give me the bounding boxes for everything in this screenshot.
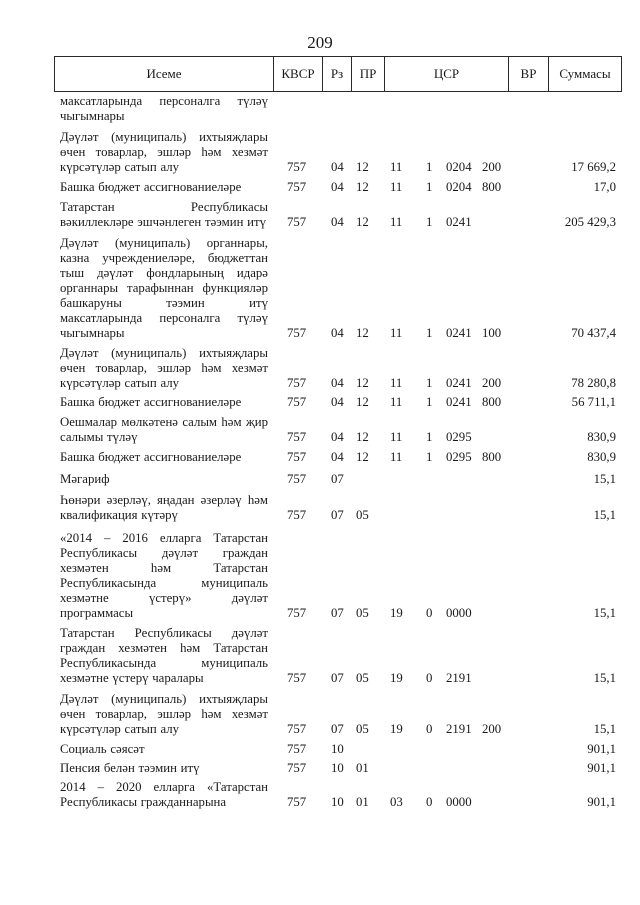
page-number: 209 — [307, 33, 333, 52]
row-c3: 0241 — [446, 215, 472, 229]
row-kvsr: 757 — [287, 430, 307, 444]
header-csr: ЦСР — [385, 57, 509, 92]
row-pr: 05 — [356, 671, 369, 685]
row-pr: 12 — [356, 430, 369, 444]
row-rz: 04 — [331, 450, 344, 464]
row-pr: 01 — [356, 795, 369, 809]
table-row — [54, 415, 621, 445]
row-c1: 11 — [390, 376, 403, 390]
row-name: Дәүләт (муниципаль) ихтыяҗлары өчен товарлар, эшләр һәм хезмәт күрсәтүләр сатып алу — [60, 346, 268, 390]
row-c1: 11 — [390, 180, 403, 194]
row-kvsr: 757 — [287, 761, 307, 775]
row-c2: 1 — [426, 326, 433, 340]
row-sum: 901,1 — [587, 795, 616, 809]
table-row — [54, 472, 621, 487]
row-vr: 800 — [482, 180, 502, 194]
row-name: максатларында персоналга түләү чыгымнары — [60, 94, 268, 123]
row-sum: 78 280,8 — [571, 376, 616, 390]
row-rz: 10 — [331, 761, 344, 775]
row-c3: 0204 — [446, 160, 472, 174]
row-rz: 04 — [331, 376, 344, 390]
row-sum: 15,1 — [593, 606, 616, 620]
row-c3: 0241 — [446, 326, 472, 340]
row-rz: 04 — [331, 430, 344, 444]
row-vr: 800 — [482, 450, 502, 464]
table-row — [54, 626, 621, 686]
table-row — [54, 200, 621, 230]
row-c1: 11 — [390, 450, 403, 464]
table-row — [54, 780, 621, 810]
row-rz: 04 — [331, 326, 344, 340]
row-sum: 17 669,2 — [571, 160, 616, 174]
row-kvsr: 757 — [287, 395, 307, 409]
row-c1: 19 — [390, 671, 403, 685]
row-vr: 200 — [482, 376, 502, 390]
row-c2: 1 — [426, 376, 433, 390]
table-header — [54, 56, 622, 92]
row-c2: 0 — [426, 722, 433, 736]
row-c1: 19 — [390, 606, 403, 620]
row-pr: 12 — [356, 160, 369, 174]
row-c3: 2191 — [446, 722, 472, 736]
row-c2: 1 — [426, 160, 433, 174]
row-rz: 07 — [331, 671, 344, 685]
row-kvsr: 757 — [287, 180, 307, 194]
header-name: Исеме — [55, 57, 274, 92]
row-c1: 11 — [390, 160, 403, 174]
row-rz: 04 — [331, 395, 344, 409]
row-rz: 04 — [331, 215, 344, 229]
table-row — [54, 180, 621, 195]
row-sum: 17,0 — [593, 180, 616, 194]
header-rz: Рз — [323, 57, 352, 92]
row-vr: 100 — [482, 326, 502, 340]
row-pr: 12 — [356, 180, 369, 194]
row-rz: 07 — [331, 722, 344, 736]
row-c2: 1 — [426, 395, 433, 409]
row-c2: 0 — [426, 606, 433, 620]
row-name: Татарстан Республикасы вәкиллекләре эшчәнлеген тәэмин итү — [60, 200, 268, 229]
row-sum: 15,1 — [593, 671, 616, 685]
header-sum: Суммасы — [549, 57, 622, 92]
row-c3: 0204 — [446, 180, 472, 194]
row-c2: 1 — [426, 180, 433, 194]
row-c3: 0000 — [446, 795, 472, 809]
row-name: Дәүләт (муниципаль) ихтыяҗлары өчен товарлар, эшләр һәм хезмәт күрсәтүләр сатып алу — [60, 692, 268, 736]
row-name: Татарстан Республикасы дәүләт граждан хезмәтен һәм Татарстан Республикасында муниципаль хезмәтне үстерү чаралары — [60, 626, 268, 685]
row-c3: 0295 — [446, 430, 472, 444]
row-kvsr: 757 — [287, 215, 307, 229]
row-pr: 05 — [356, 722, 369, 736]
table-row — [54, 493, 621, 523]
row-kvsr: 757 — [287, 722, 307, 736]
row-name: Башка бюджет ассигнованиеләре — [60, 180, 242, 194]
row-sum: 901,1 — [587, 761, 616, 775]
row-name: Пенсия белән тәэмин итү — [60, 761, 200, 775]
row-pr: 05 — [356, 606, 369, 620]
row-vr: 200 — [482, 160, 502, 174]
table-row — [54, 450, 621, 465]
table-row — [54, 236, 621, 341]
header-kvsr: КВСР — [274, 57, 323, 92]
row-sum: 205 429,3 — [564, 215, 616, 229]
row-sum: 830,9 — [587, 430, 616, 444]
row-c3: 2191 — [446, 671, 472, 685]
table-row — [54, 761, 621, 776]
row-name: Башка бюджет ассигнованиеләре — [60, 395, 242, 409]
row-kvsr: 757 — [287, 160, 307, 174]
row-rz: 10 — [331, 795, 344, 809]
row-rz: 07 — [331, 472, 344, 486]
row-sum: 901,1 — [587, 742, 616, 756]
row-name: Мәгариф — [60, 472, 110, 486]
row-pr: 12 — [356, 395, 369, 409]
row-kvsr: 757 — [287, 450, 307, 464]
row-kvsr: 757 — [287, 606, 307, 620]
row-name: Социаль сәясәт — [60, 742, 145, 756]
row-pr: 01 — [356, 761, 369, 775]
header-vr: ВР — [509, 57, 549, 92]
table-row — [54, 130, 621, 175]
row-kvsr: 757 — [287, 326, 307, 340]
row-c2: 1 — [426, 430, 433, 444]
row-pr: 05 — [356, 508, 369, 522]
row-c2: 0 — [426, 795, 433, 809]
row-name: Һөнәри әзерләү, яңадан әзерләү һәм квалификация күтәрү — [60, 493, 268, 522]
row-rz: 07 — [331, 606, 344, 620]
row-sum: 56 711,1 — [571, 395, 616, 409]
table-row — [54, 94, 621, 124]
row-pr: 12 — [356, 326, 369, 340]
row-rz: 07 — [331, 508, 344, 522]
row-kvsr: 757 — [287, 795, 307, 809]
row-c3: 0241 — [446, 376, 472, 390]
row-name: «2014 – 2016 елларга Татарстан Республикасы дәүләт граждан хезмәтен һәм Татарстан Республикасында муниципаль хезмәтне үстерү» дәүләт программасы — [60, 531, 268, 620]
row-vr: 800 — [482, 395, 502, 409]
row-kvsr: 757 — [287, 742, 307, 756]
table-row — [54, 395, 621, 410]
row-c2: 1 — [426, 215, 433, 229]
row-sum: 15,1 — [593, 472, 616, 486]
row-c3: 0241 — [446, 395, 472, 409]
row-c3: 0000 — [446, 606, 472, 620]
row-kvsr: 757 — [287, 376, 307, 390]
table-row — [54, 531, 621, 621]
row-rz: 04 — [331, 160, 344, 174]
row-sum: 15,1 — [593, 508, 616, 522]
row-sum: 15,1 — [593, 722, 616, 736]
row-name: Дәүләт (муниципаль) ихтыяҗлары өчен товарлар, эшләр һәм хезмәт күрсәтүләр сатып алу — [60, 130, 268, 174]
row-c2: 0 — [426, 671, 433, 685]
row-vr: 200 — [482, 722, 502, 736]
row-pr: 12 — [356, 215, 369, 229]
row-rz: 04 — [331, 180, 344, 194]
row-c3: 0295 — [446, 450, 472, 464]
row-c1: 11 — [390, 326, 403, 340]
row-rz: 10 — [331, 742, 344, 756]
row-c1: 19 — [390, 722, 403, 736]
row-name: Башка бюджет ассигнованиеләре — [60, 450, 242, 464]
header-pr: ПР — [352, 57, 385, 92]
row-kvsr: 757 — [287, 671, 307, 685]
row-c1: 03 — [390, 795, 403, 809]
row-pr: 12 — [356, 376, 369, 390]
table-body — [54, 94, 621, 815]
table-row — [54, 692, 621, 737]
row-kvsr: 757 — [287, 508, 307, 522]
table-row — [54, 742, 621, 757]
row-c1: 11 — [390, 430, 403, 444]
row-c2: 1 — [426, 450, 433, 464]
row-name: Оешмалар мөлкәтенә салым һәм җир салымы түләү — [60, 415, 268, 444]
row-c1: 11 — [390, 215, 403, 229]
row-name: Дәүләт (муниципаль) органнары, казна учреждениеләре, бюджеттан тыш дәүләт фондларының идарә органнары тарафыннан функцияләр башкаруны тәэмин итү максатларында персоналга түләү чыгымнары — [60, 236, 268, 340]
row-name: 2014 – 2020 елларга «Татарстан Республикасы гражданнарына — [60, 780, 268, 809]
table-row — [54, 346, 621, 391]
row-sum: 70 437,4 — [571, 326, 616, 340]
row-sum: 830,9 — [587, 450, 616, 464]
row-pr: 12 — [356, 450, 369, 464]
row-kvsr: 757 — [287, 472, 307, 486]
row-c1: 11 — [390, 395, 403, 409]
